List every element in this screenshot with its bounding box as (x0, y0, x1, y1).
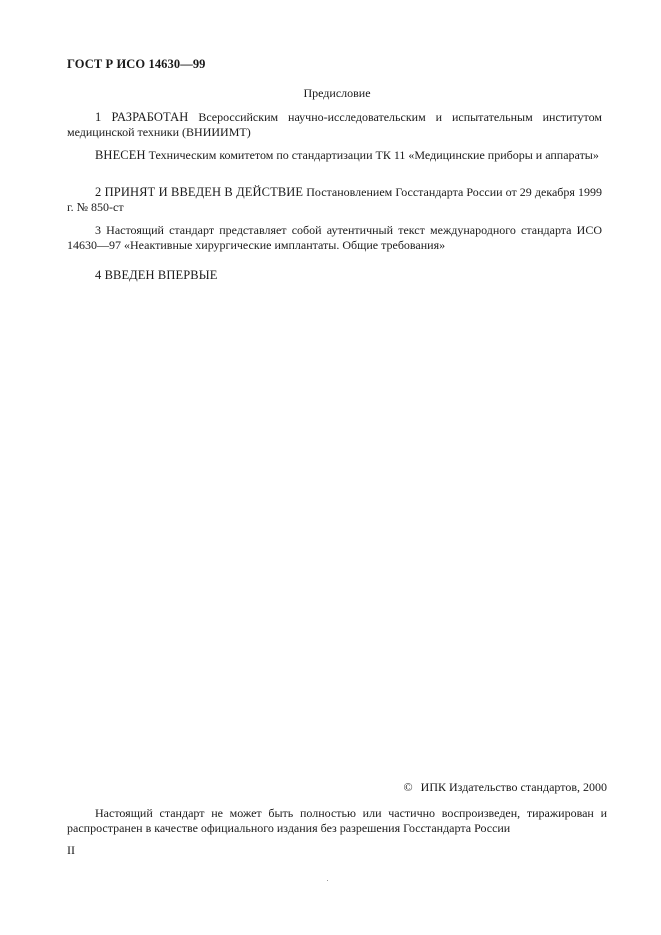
reproduction-notice: Настоящий стандарт не может быть полностью или частично воспроизведен, тиражирован и распространен в качестве официального издания без разрешения Госстандарта России (67, 806, 607, 835)
copyright-text: ИПК Издательство стандартов, 2000 (420, 780, 607, 794)
copyright-line (404, 780, 607, 795)
copyright-icon: © (403, 780, 413, 794)
item-lead: ВНЕСЕН (95, 148, 146, 162)
standard-designation: ГОСТ Р ИСО 14630—99 (67, 57, 206, 71)
foreword-item-developed (67, 110, 602, 140)
scan-speck (327, 880, 328, 881)
item-lead: 1 РАЗРАБОТАН (95, 110, 189, 124)
item-text: Постановлением Госстандарта России от 29 декабря 1999 г. № 850-ст (67, 185, 602, 214)
foreword-title: Предисловие (303, 86, 371, 100)
item-lead: 4 ВВЕДЕН ВПЕРВЫЕ (95, 268, 218, 282)
foreword-item-introduced (67, 148, 602, 163)
item-lead: 2 ПРИНЯТ И ВВЕДЕН В ДЕЙСТВИЕ (95, 185, 304, 199)
foreword-item-authentic-text (67, 223, 602, 253)
page-number: II (67, 843, 75, 857)
item-text: Техническим комитетом по стандартизации ТК 11 «Медицинские приборы и аппараты» (145, 148, 599, 162)
foreword-item-adopted (67, 185, 602, 215)
foreword-item-first-introduced (67, 268, 602, 283)
item-text: 3 Настоящий стандарт представляет собой аутентичный текст международного стандарта ИСО 14630—97 «Неактивные хирургические имплантаты. Общие требования» (67, 223, 602, 252)
item-text: Всероссийским научно-исследовательским и испытательным институтом медицинской техники (ВНИИИМТ) (67, 110, 602, 139)
